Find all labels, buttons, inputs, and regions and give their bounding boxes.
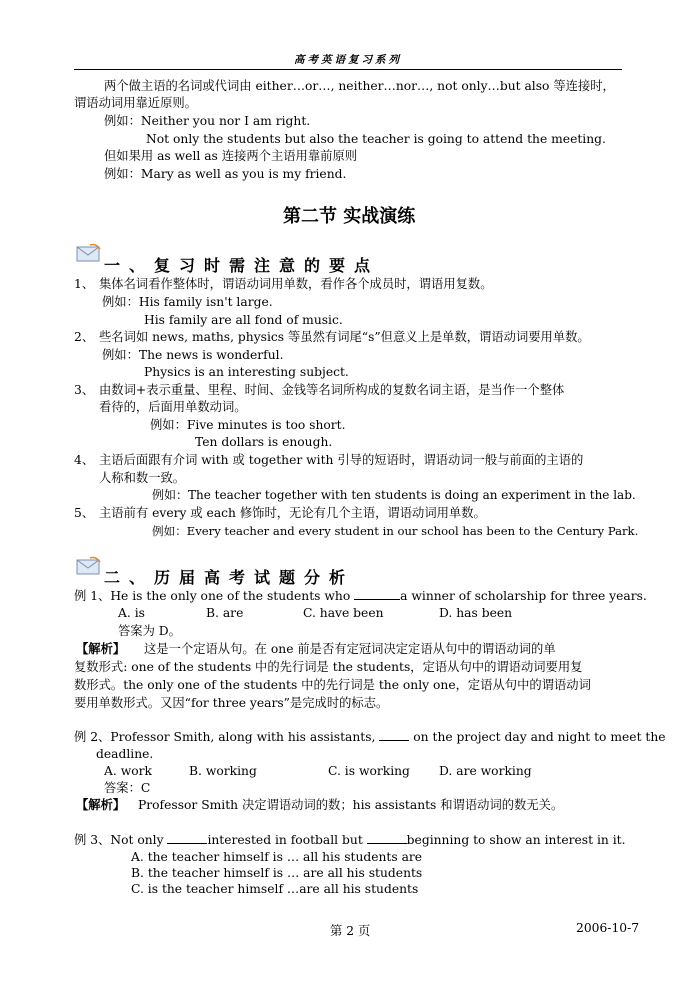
option: A. the teacher himself is … all his students are bbox=[131, 850, 423, 864]
item-text: 由数词+表示重量、里程、时间、金钱等名词所构成的复数名词主语，是当作一个整体 bbox=[99, 383, 565, 397]
question-3-stem bbox=[74, 832, 626, 848]
stem-part: interested in football but bbox=[207, 833, 367, 847]
intro-line-2: 谓语动词用靠近原则。 bbox=[74, 96, 197, 110]
item-example: Ten dollars is enough. bbox=[195, 435, 333, 449]
analysis-text: 复数形式: one of the students 中的先行词是 the students，定语从句中的谓语动词要用复 bbox=[74, 660, 583, 674]
analysis-text: Professor Smith 决定谓语动词的数；his assistants 和谓语动词的数无关。 bbox=[138, 798, 564, 812]
option: B. the teacher himself is … are all his students bbox=[131, 866, 423, 880]
footer-date: 2006-10-7 bbox=[576, 921, 640, 935]
option: A. work bbox=[104, 764, 152, 778]
item-text: 集体名词看作整体时，谓语动词用单数，看作各个成员时，谓语用复数。 bbox=[99, 277, 493, 291]
item-example: 例如：The teacher together with ten students is doing an experiment in the lab. bbox=[152, 488, 636, 502]
stem-part: 例 1、He is the only one of the students who bbox=[74, 589, 355, 603]
stem-part: on the project day and night to meet the bbox=[409, 730, 666, 744]
item-text: 人称和数一致。 bbox=[99, 471, 186, 485]
item-text: 主语前有 every 或 each 修饰时，无论有几个主语，谓语动词用单数。 bbox=[99, 506, 486, 520]
answer: 答案为 D。 bbox=[118, 624, 181, 638]
envelope-icon bbox=[76, 556, 102, 576]
intro-example-2: 例如：Mary as well as you is my friend. bbox=[104, 167, 347, 181]
page-number: 第 2 页 bbox=[330, 924, 371, 938]
envelope-icon bbox=[76, 243, 102, 263]
answer: 答案：C bbox=[104, 781, 151, 795]
part2-heading: 二、历届高考试题分析 bbox=[104, 568, 355, 587]
item-example: Physics is an interesting subject. bbox=[144, 365, 349, 379]
item-number: 4、 bbox=[74, 453, 95, 467]
item-number: 3、 bbox=[74, 383, 95, 397]
option: C. have been bbox=[303, 606, 384, 620]
analysis-label: 【解析】 bbox=[76, 641, 126, 656]
stem-part: beginning to show an interest in it. bbox=[406, 833, 626, 847]
item-example: His family are all fond of music. bbox=[144, 313, 343, 327]
answer-blank bbox=[379, 729, 409, 741]
item-number: 1、 bbox=[74, 277, 95, 291]
option: C. is working bbox=[328, 764, 410, 778]
item-number: 2、 bbox=[74, 330, 95, 344]
intro-line-1: 两个做主语的名词或代词由 either…or…, neither…nor…, not only…but also 等连接时， bbox=[104, 79, 615, 93]
answer-blank bbox=[367, 832, 407, 844]
question-2-stem-cont: deadline. bbox=[96, 747, 154, 761]
analysis-text: 数形式。the only one of the students 中的先行词是 the only one，定语从句中的谓语动词 bbox=[74, 678, 591, 692]
section-title: 第二节 实战演练 bbox=[283, 206, 416, 227]
intro-example-1b: Not only the students but also the teacher is going to attend the meeting. bbox=[146, 132, 606, 146]
option: A. is bbox=[118, 606, 145, 620]
item-example: 例如：The news is wonderful. bbox=[102, 348, 284, 362]
stem-part: 例 2、Professor Smith, along with his assistants, bbox=[74, 730, 380, 744]
option: C. is the teacher himself …are all his students bbox=[131, 882, 419, 896]
option: D. are working bbox=[439, 764, 532, 778]
question-2-stem bbox=[74, 729, 666, 745]
answer-blank bbox=[167, 832, 207, 844]
item-example: 例如：Five minutes is too short. bbox=[150, 418, 346, 432]
option: D. has been bbox=[439, 606, 513, 620]
option: B. working bbox=[189, 764, 257, 778]
item-text: 主语后面跟有介词 with 或 together with 引导的短语时，谓语动词一般与前面的主语的 bbox=[99, 453, 584, 467]
stem-part: a winner of scholarship for three years. bbox=[400, 589, 647, 603]
item-example: 例如：His family isn't large. bbox=[102, 295, 273, 309]
analysis-text: 这是一个定语从句。在 one 前是否有定冠词决定定语从句中的谓语动词的单 bbox=[144, 642, 556, 656]
analysis-label: 【解析】 bbox=[76, 797, 126, 812]
intro-line-3: 但如果用 as well as 连接两个主语用靠前原则 bbox=[104, 149, 358, 163]
option: B. are bbox=[206, 606, 244, 620]
header-rule bbox=[74, 69, 622, 70]
item-example: 例如：Every teacher and every student in our school has been to the Century Park. bbox=[152, 524, 639, 538]
running-header: 高考英语复习系列 bbox=[294, 54, 402, 66]
part1-heading: 一、复习时需注意的要点 bbox=[104, 256, 380, 275]
item-text: 看待的，后面用单数动词。 bbox=[99, 400, 247, 414]
item-number: 5、 bbox=[74, 506, 95, 520]
question-1-stem bbox=[74, 588, 647, 604]
analysis-text: 要用单数形式。又因“for three years”是完成时的标志。 bbox=[74, 696, 389, 710]
stem-part: 例 3、Not only bbox=[74, 833, 168, 847]
item-text: 些名词如 news, maths, physics 等虽然有词尾“s”但意义上是单数，谓语动词要用单数。 bbox=[99, 330, 590, 344]
answer-blank bbox=[354, 588, 400, 600]
intro-example-1a: 例如：Neither you nor I am right. bbox=[104, 114, 311, 128]
